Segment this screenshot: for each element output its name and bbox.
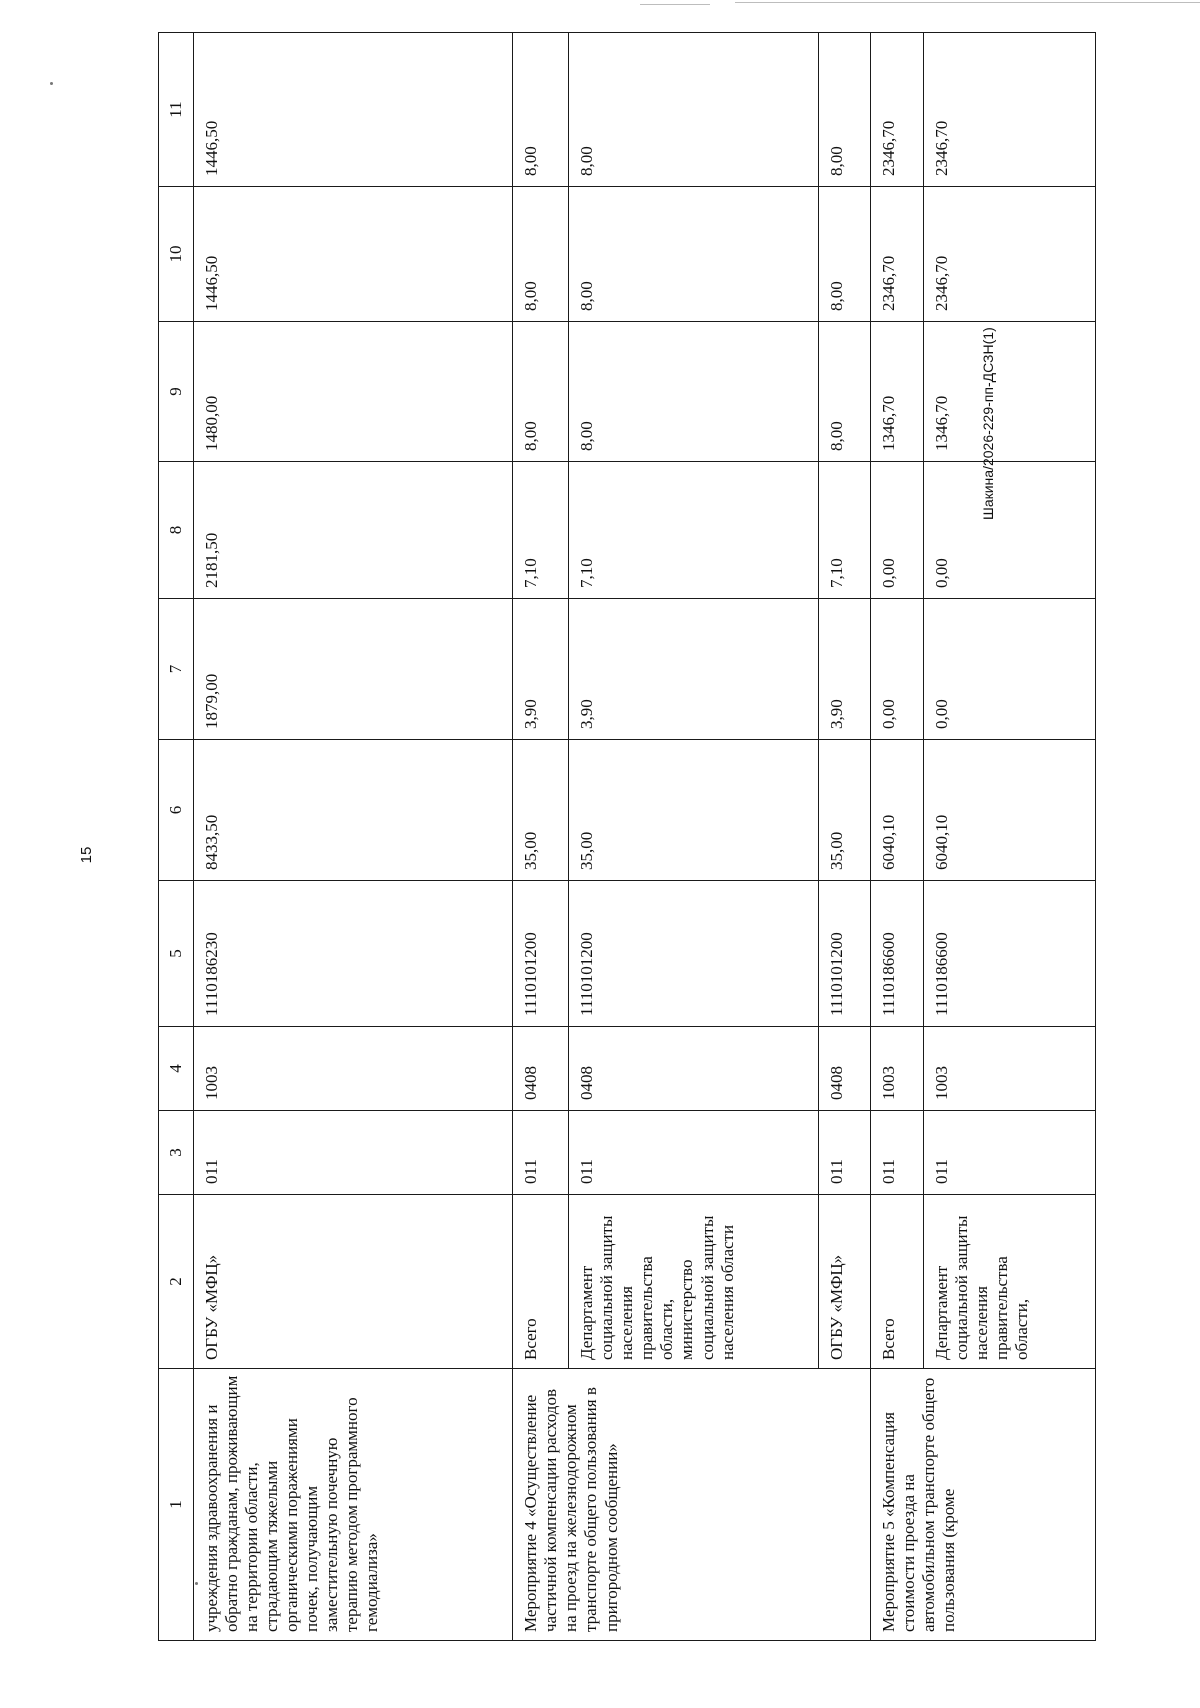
code-grbs-cell: 011 bbox=[569, 1111, 818, 1195]
amount-cell: 7,10 bbox=[513, 462, 569, 599]
amount-cell: 2181,50 bbox=[194, 462, 513, 599]
amount-cell: 35,00 bbox=[513, 740, 569, 881]
amount-cell: 8433,50 bbox=[194, 740, 513, 881]
code-grbs-cell: 011 bbox=[513, 1111, 569, 1195]
code-section-cell: 1003 bbox=[194, 1027, 513, 1111]
code-section-cell: 1003 bbox=[923, 1027, 1096, 1111]
col-header: 5 bbox=[159, 881, 194, 1027]
amount-cell: 7,10 bbox=[569, 462, 818, 599]
amount-cell: 1879,00 bbox=[194, 599, 513, 740]
amount-cell: 1446,50 bbox=[194, 187, 513, 322]
amount-cell: 3,90 bbox=[818, 599, 870, 740]
page-number: 15 bbox=[78, 846, 95, 864]
executor-cell: Всего bbox=[871, 1195, 923, 1369]
amount-cell: 8,00 bbox=[818, 187, 870, 322]
code-grbs-cell: 011 bbox=[871, 1111, 923, 1195]
col-header: 6 bbox=[159, 740, 194, 881]
code-target-cell: 1110101200 bbox=[818, 881, 870, 1027]
table-row bbox=[194, 33, 513, 1641]
code-section-cell: 1003 bbox=[871, 1027, 923, 1111]
executor-cell: ОГБУ «МФЦ» bbox=[194, 1195, 513, 1369]
amount-cell: 3,90 bbox=[569, 599, 818, 740]
col-header: 9 bbox=[159, 322, 194, 462]
amount-cell: 1480,00 bbox=[194, 322, 513, 462]
amount-cell: 8,00 bbox=[818, 33, 870, 187]
amount-cell: 35,00 bbox=[818, 740, 870, 881]
amount-cell: 7,10 bbox=[818, 462, 870, 599]
budget-table-rotated bbox=[158, 33, 1096, 1641]
amount-cell: 1346,70 bbox=[871, 322, 923, 462]
amount-cell: 8,00 bbox=[513, 33, 569, 187]
amount-cell: 0,00 bbox=[923, 462, 1096, 599]
amount-cell: 8,00 bbox=[569, 187, 818, 322]
amount-cell: 35,00 bbox=[569, 740, 818, 881]
amount-cell: 2346,70 bbox=[923, 187, 1096, 322]
measure-name-cell: Мероприятие 5 «Компенсация стоимости проезда на автомобильном транспорте общего пользования (кроме bbox=[871, 1369, 1096, 1641]
col-header: 10 bbox=[159, 187, 194, 322]
code-target-cell: 1110186600 bbox=[871, 881, 923, 1027]
amount-cell: 1346,70 bbox=[923, 322, 1096, 462]
amount-cell: 6040,10 bbox=[871, 740, 923, 881]
code-grbs-cell: 011 bbox=[923, 1111, 1096, 1195]
executor-cell: Департамент социальной защиты населения правительства области, министерство социальной защиты населения области bbox=[569, 1195, 818, 1369]
code-target-cell: 1110101200 bbox=[513, 881, 569, 1027]
scan-edge-line bbox=[640, 4, 710, 5]
code-section-cell: 0408 bbox=[818, 1027, 870, 1111]
code-target-cell: 1110186230 bbox=[194, 881, 513, 1027]
amount-cell: 2346,70 bbox=[923, 33, 1096, 187]
amount-cell: 1446,50 bbox=[194, 33, 513, 187]
amount-cell: 8,00 bbox=[569, 33, 818, 187]
amount-cell: 0,00 bbox=[923, 599, 1096, 740]
col-header: 1 bbox=[159, 1369, 194, 1641]
budget-table bbox=[158, 32, 1096, 1641]
scan-speck bbox=[50, 82, 53, 85]
col-header: 7 bbox=[159, 599, 194, 740]
executor-cell: Департамент социальной защиты населения правительства области, bbox=[923, 1195, 1096, 1369]
table-row bbox=[513, 33, 569, 1641]
measure-name-cell: Мероприятие 4 «Осуществление частичной компенсации расходов на проезд на железнодорожном транспорте общего пользования в пригородном сообщении» bbox=[513, 1369, 871, 1641]
code-target-cell: 1110101200 bbox=[569, 881, 818, 1027]
col-header: 3 bbox=[159, 1111, 194, 1195]
col-header: 2 bbox=[159, 1195, 194, 1369]
amount-cell: 2346,70 bbox=[871, 187, 923, 322]
amount-cell: 0,00 bbox=[871, 599, 923, 740]
executor-cell: ОГБУ «МФЦ» bbox=[818, 1195, 870, 1369]
amount-cell: 0,00 bbox=[871, 462, 923, 599]
code-section-cell: 0408 bbox=[569, 1027, 818, 1111]
amount-cell: 6040,10 bbox=[923, 740, 1096, 881]
amount-cell: 3,90 bbox=[513, 599, 569, 740]
col-header: 11 bbox=[159, 33, 194, 187]
scan-edge-line bbox=[735, 2, 1200, 3]
header-row bbox=[159, 33, 194, 1641]
measure-name-cell: учреждения здравоохранения и обратно гражданам, проживающим на территории области, страдающим тяжелыми органическими поражениями почек, получающим заместительную почечную терапию методом программного гемодиализа» bbox=[194, 1369, 513, 1641]
col-header: 8 bbox=[159, 462, 194, 599]
budget-table-container bbox=[158, 33, 1096, 1641]
col-header: 4 bbox=[159, 1027, 194, 1111]
code-grbs-cell: 011 bbox=[194, 1111, 513, 1195]
amount-cell: 2346,70 bbox=[871, 33, 923, 187]
document-reference: Шакина/2026-229-пп-ДСЗН(1) bbox=[980, 327, 996, 520]
executor-cell: Всего bbox=[513, 1195, 569, 1369]
table-row bbox=[871, 33, 923, 1641]
amount-cell: 8,00 bbox=[818, 322, 870, 462]
code-section-cell: 0408 bbox=[513, 1027, 569, 1111]
amount-cell: 8,00 bbox=[513, 322, 569, 462]
amount-cell: 8,00 bbox=[513, 187, 569, 322]
code-grbs-cell: 011 bbox=[818, 1111, 870, 1195]
amount-cell: 8,00 bbox=[569, 322, 818, 462]
code-target-cell: 1110186600 bbox=[923, 881, 1096, 1027]
